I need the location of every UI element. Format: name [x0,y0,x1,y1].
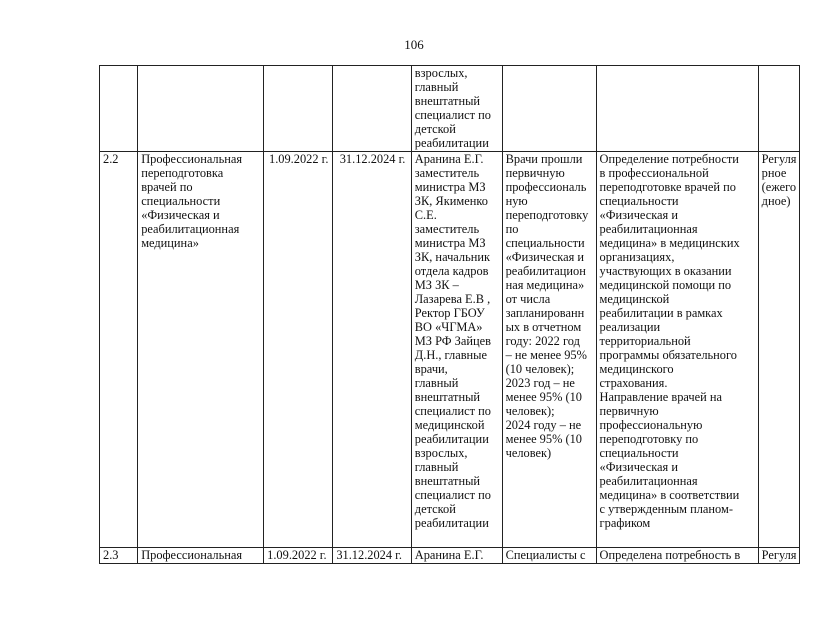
cell-result [596,152,758,548]
table-row-continuation [100,66,800,152]
responsible-text: Аранина Е.Г. заместитель министра МЗ ЗК, Якименко С.Е. заместитель министра МЗ ЗК, начальник отдела кадров МЗ ЗК – Лазарева Е.В , Ректор ГБОУ ВО «ЧГМА» МЗ РФ Зайцев Д.Н., главные врачи, главный внештатный специалист по медицинской реабилитации взрослых, главный внештатный специалист по детской реабилитации [414,152,491,530]
cell-name [138,66,264,152]
measure-name: Профессиональная переподготовка врачей по специальности «Физическая и реабилитационная медицина» [141,152,243,250]
cell-periodicity [758,66,799,152]
measure-name: Профессиональная [141,548,243,562]
cell-name [138,548,264,564]
cell-num [100,548,138,564]
end-date: 31.12.2024 г. [339,152,406,166]
table-row-2-2 [100,152,800,548]
result-text: Определение потребности в профессиональной переподготовке врачей по специальности «Физическая и реабилитационная медицина» в медицинских организациях, участвующих в оказании медицинской помощи по медицинской реабилитации в рамках реализации территориальной программы обязательного медицинского страхования. Направление врачей на первичную профессиональную переподготовку по специальности «Физическая и реабилитационная медицина» в соответствии с утвержденным планом- графиком [599,152,740,530]
cell-periodicity [758,548,799,564]
start-date: 1.09.2022 г. [269,152,329,166]
periodicity-text: Регуля [761,548,797,562]
responsible-text: Аранина Е.Г. [414,548,484,562]
cell-responsible [411,66,502,152]
responsible-text: взрослых, главный внештатный специалист по детской реабилитации [414,66,491,150]
cell-end-date [333,66,411,152]
indicator-text: Специалисты с [505,548,586,562]
cell-periodicity [758,152,799,548]
cell-indicator [502,66,596,152]
page-number: 106 [404,37,424,52]
cell-num [100,66,138,152]
cell-name [138,152,264,548]
cell-responsible [411,152,502,548]
row-number: 2.3 [103,548,119,562]
cell-indicator [502,152,596,548]
periodicity-text: Регуля рное (ежего дное) [761,152,797,208]
cell-indicator [502,548,596,564]
cell-num [100,152,138,548]
cell-start-date [264,548,333,564]
table-row-2-3 [100,548,800,564]
end-date: 31.12.2024 г. [336,548,402,562]
cell-responsible [411,548,502,564]
cell-result [596,548,758,564]
cell-start-date [264,66,333,152]
cell-end-date [333,152,411,548]
cell-start-date [264,152,333,548]
cell-end-date [333,548,411,564]
cell-result [596,66,758,152]
result-text: Определена потребность в [599,548,741,562]
indicator-text: Врачи прошли первичную профессиональ ную переподготовку по специальности «Физическая и реабилитацион ная медицина» от числа запланированн ых в отчетном году: 2022 год – не менее 95% (10 человек); 2023 год – не менее 95% (10 человек); 2024 году – не менее 95% (10 человек) [505,152,589,460]
start-date: 1.09.2022 г. [267,548,327,562]
measures-table [99,65,800,564]
row-number: 2.2 [103,152,119,166]
